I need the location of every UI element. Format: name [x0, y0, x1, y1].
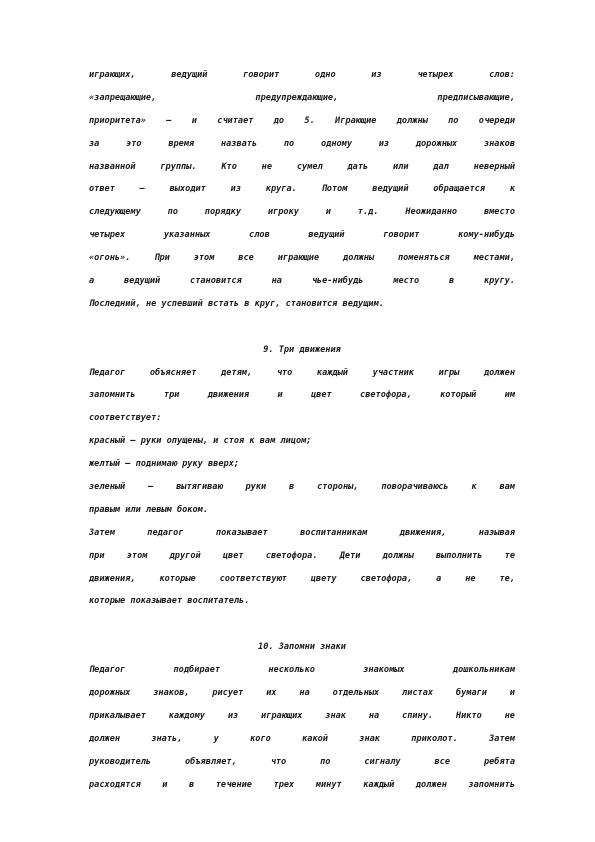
document-page — [89, 64, 515, 797]
text-line: при этом другой цвет светофора. Дети должны выполнить те — [89, 550, 515, 561]
spacer — [89, 316, 515, 339]
intro-paragraph — [89, 64, 515, 316]
text-line: Затем педагог показывает воспитанникам движения, называя — [89, 527, 515, 538]
text-line: за это время назвать по одному из дорожных знаков — [89, 138, 515, 149]
text-line: «огонь». При этом все играющие должны поменяться местами, — [89, 253, 515, 264]
text-line: расходятся и в течение трех минут каждый должен запомнить — [89, 779, 515, 790]
text-line: дорожных знаков, рисует их на отдельных листах бумаги и — [89, 688, 515, 699]
section-three-movements — [89, 339, 515, 614]
text-line: Педагог объясняет детям, что каждый участник игры должен — [89, 367, 515, 378]
text-line: желтый – поднимаю руку вверх; — [89, 459, 240, 470]
text-line: следующему по порядку игроку и т.д. Неожиданно вместо — [89, 207, 515, 218]
section-heading: 10. Запомни знаки — [258, 642, 346, 653]
text-line: красный – руки опущены, и стоя к вам лицом; — [89, 436, 312, 447]
text-line: Последний, не успевший встать в круг, становится ведущим. — [89, 298, 384, 309]
text-line: «запрещающие, предупреждающие, предписывающие, — [89, 92, 515, 103]
text-line: руководитель объявляет, что по сигналу все ребята — [89, 756, 515, 767]
text-line: названной группы. Кто не сумел дать или дал неверный — [89, 161, 515, 172]
text-line: прикалывает каждому из играющих знак на спину. Никто не — [89, 710, 515, 721]
text-line: Педагог подбирает несколько знакомых дошкольникам — [89, 665, 515, 676]
text-line: соответствует: — [89, 413, 162, 424]
text-line: а ведущий становится на чье-нибудь место в кругу. — [89, 276, 515, 287]
text-line: приоритета» – и считает до 5. Играющие должны по очереди — [89, 115, 515, 126]
text-line: ответ – выходит из круга. Потом ведущий обращается к — [89, 184, 515, 195]
text-line: правым или левым боком. — [89, 504, 208, 515]
text-line: которые показывает воспитатель. — [89, 596, 250, 607]
text-line: движения, которые соответствуют цвету светофора, а не те, — [89, 573, 515, 584]
text-line: зеленый – вытягиваю руки в стороны, поворачиваюсь к вам — [89, 482, 515, 493]
spacer — [89, 613, 515, 636]
text-line: четырех указанных слов ведущий говорит кому-нибудь — [89, 230, 515, 241]
section-heading: 9. Три движения — [263, 344, 341, 355]
text-line: запомнить три движения и цвет светофора, который им — [89, 390, 515, 401]
text-line: играющих, ведущий говорит одно из четырех слов: — [89, 70, 515, 80]
text-line: должен знать, у кого какой знак приколот. Затем — [89, 733, 515, 744]
section-remember-signs — [89, 636, 515, 796]
